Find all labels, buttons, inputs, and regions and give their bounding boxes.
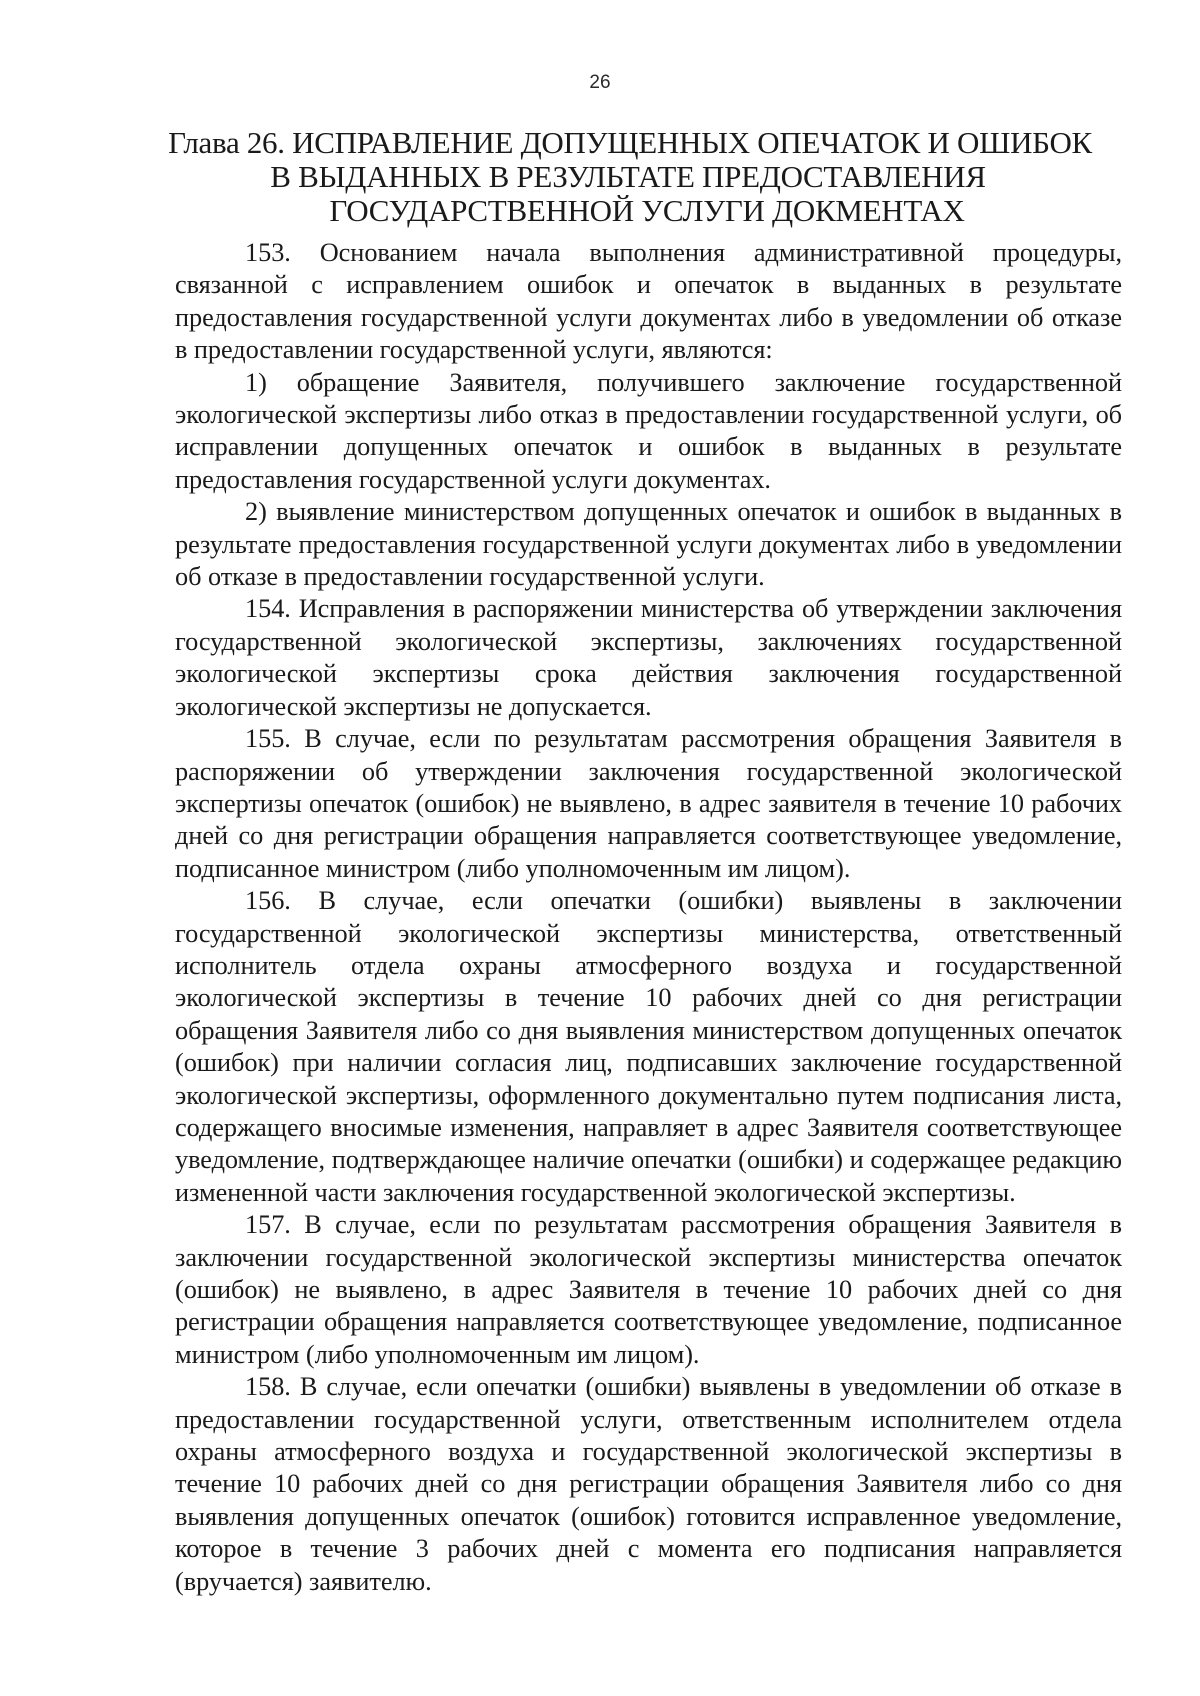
paragraph-text: В случае, если по результатам рассмотрения обращения Заявителя в заключении государственной экологической экспертизы министерства опечаток (ошибок) не выявлено, в адрес Заявителя в течение 10 рабочих дней со дня регистрации обращения направляется соответствующее уведомление, подписанное министром (либо уполномоченным им лицом). <box>175 1210 1123 1369</box>
paragraph-text: В случае, если опечатки (ошибки) выявлены в уведомлении об отказе в предоставлении государственной услуги, ответственным исполнителем отдела охраны атмосферного воздуха и государственной экологической экспертизы в течение 10 рабочих дней со дня регистрации обращения Заявителя либо со дня выявления допущенных опечаток (ошибок) готовится исправленное уведомление, которое в течение 3 рабочих дней с момента его подписания направляется (вручается) заявителю. <box>175 1372 1122 1596</box>
paragraph-156 <box>175 885 1122 1209</box>
paragraph-number: 2) <box>245 497 267 527</box>
chapter-heading-line-3: ГОСУДАРСТВЕННОЙ УСЛУГИ ДОКМЕНТАХ <box>329 193 965 228</box>
chapter-heading <box>0 126 1200 228</box>
paragraph-item-2 <box>175 496 1122 593</box>
paragraph-item-1 <box>175 367 1122 497</box>
paragraph-158 <box>175 1371 1122 1598</box>
paragraph-153 <box>175 237 1122 367</box>
paragraph-number: 154. <box>245 594 291 624</box>
paragraph-number: 157. <box>245 1210 291 1240</box>
paragraph-number: 156. <box>245 886 291 916</box>
page-number: 26 <box>589 72 611 93</box>
paragraph-text: Исправления в распоряжении министерства об утверждении заключения государственной экологической экспертизы, заключениях государственной экологической экспертизы срока действия заключения государственной экологической экспертизы не допускается. <box>175 594 1122 721</box>
paragraph-number: 158. <box>245 1372 291 1402</box>
paragraph-text: В случае, если по результатам рассмотрения обращения Заявителя в распоряжении об утверждении заключения государственной экологической экспертизы опечаток (ошибок) не выявлено, в адрес заявителя в течение 10 рабочих дней со дня регистрации обращения направляется соответствующее уведомление, подписанное министром (либо уполномоченным им лицом). <box>175 724 1123 883</box>
paragraph-157 <box>175 1209 1122 1371</box>
paragraph-number: 153. <box>245 238 291 267</box>
chapter-heading-line-1: Глава 26. ИСПРАВЛЕНИЕ ДОПУЩЕННЫХ ОПЕЧАТОК И ОШИБОК <box>168 125 1092 160</box>
paragraph-number: 155. <box>245 724 291 754</box>
paragraph-text: В случае, если опечатки (ошибки) выявлены в заключении государственной экологической экспертизы министерства, ответственный исполнитель отдела охраны атмосферного воздуха и государственной экологической экспертизы в течение 10 рабочих дней со дня регистрации обращения Заявителя либо со дня выявления министерством допущенных опечаток (ошибок) при наличии согласия лиц, подписавших заключение государственной экологической экспертизы, оформленного документально путем подписания листа, содержащего вносимые изменения, направляет в адрес Заявителя соответствующее уведомление, подтверждающее наличие опечатки (ошибки) и содержащее редакцию измененной части заключения государственной экологической экспертизы. <box>175 886 1123 1207</box>
paragraph-text: Основанием начала выполнения административной процедуры, связанной с исправлением ошибок и опечаток в выданных в результате предоставления государственной услуги документах либо в уведомлении об отказе в предоставлении государственной услуги, являются: <box>175 238 1122 365</box>
chapter-heading-line-2: В ВЫДАННЫХ В РЕЗУЛЬТАТЕ ПРЕДОСТАВЛЕНИЯ <box>270 159 986 194</box>
paragraph-text: выявление министерством допущенных опечаток и ошибок в выданных в результате предоставления государственной услуги документах либо в уведомлении об отказе в предоставлении государственной услуги. <box>175 497 1122 592</box>
document-body <box>175 237 1122 1598</box>
paragraph-text: обращение Заявителя, получившего заключение государственной экологической экспертизы либо отказ в предоставлении государственной услуги, об исправлении допущенных опечаток и ошибок в выданных в результате предоставления государственной услуги документах. <box>175 367 1122 494</box>
paragraph-155 <box>175 723 1122 885</box>
paragraph-number: 1) <box>245 367 267 397</box>
paragraph-154 <box>175 593 1122 723</box>
